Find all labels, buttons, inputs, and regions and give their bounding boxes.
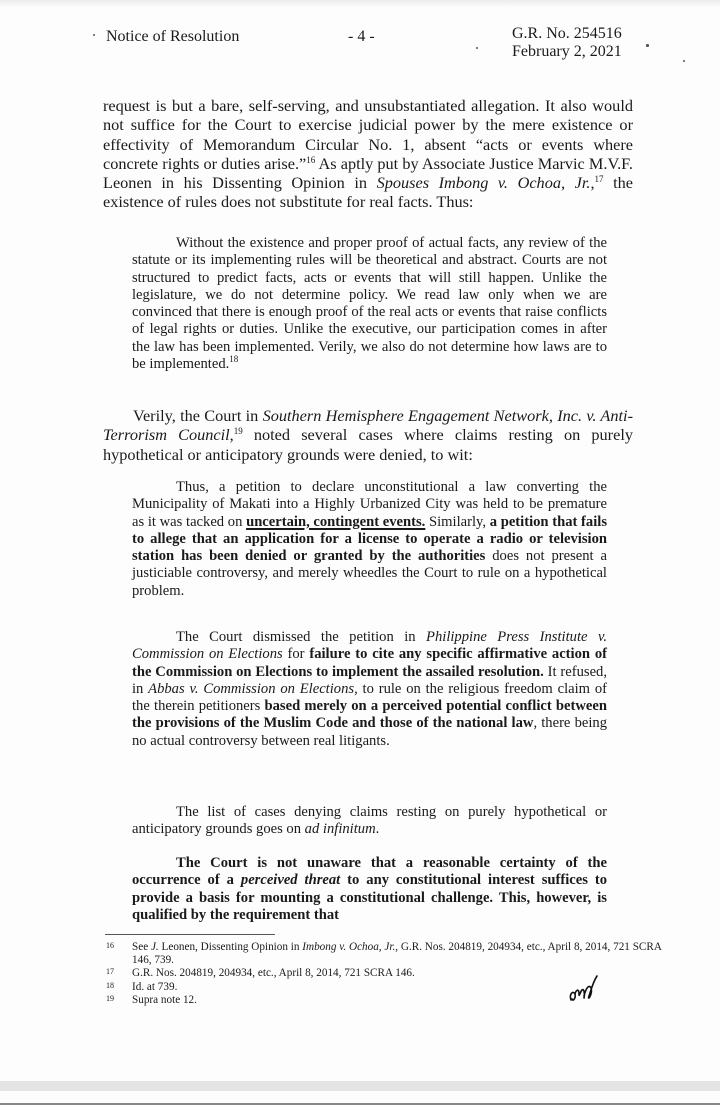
body-paragraph-2: Verily, the Court in Southern Hemisphere Engagement Network, Inc. v. Anti-Terrorism Council,$^{19}$ noted several cases where claims resting on purely hypothetical or anticipatory grounds were denied, to wit: <box>103 406 633 464</box>
scan-speck <box>683 60 685 62</box>
block-quote-5: The Court is not unaware that a reasonable certainty of the occurrence of a perceived threat to any constitutional interest suffices to provide a basis for mounting a constitutional challenge. This, however, is qualified by the requirement that <box>132 855 607 923</box>
scan-speck <box>646 44 649 47</box>
emphasis: based merely on a perceived potential conflict between the provisions of the Muslim Code and those of the national law <box>132 698 607 732</box>
emphasis-underlined: uncertain, contingent events. <box>246 513 426 530</box>
footnote-number: 16 <box>106 941 114 950</box>
block-quote-2: Thus, a petition to declare unconstitutional a law converting the Municipality of Makati into a Highly Urbanized City was held to be premature as it was tacked on uncertain, contingent events. Similarly, a petition that fails to allege that an application for a license to operate a radio or television station has been denied or granted by the authorities does not present a justiciable controversy, and merely wheedles the Court to rule on a hypothetical problem. <box>132 479 608 599</box>
scan-edge-shadow <box>0 0 720 8</box>
footnote-number: 19 <box>106 993 114 1003</box>
footnote-number: 17 <box>106 967 114 977</box>
scan-bottom-edge <box>0 1081 720 1091</box>
footnote-separator <box>105 934 275 935</box>
block-quote-1: Without the existence and proper proof of actual facts, any review of the statute or its implementing rules will be theoretical and abstract. Courts are not structured to predict facts, acts or events that will still happen. Unlike the legislature, we do not determine policy. We read law only when we are convinced that there is enough proof of the real acts or events that raise conflicts of legal rights or duties. Unlike the executive, our participation comes in after the law has been implemented. Verily, we also do not determine how laws are to be implemented.$^{18}$ <box>132 235 607 373</box>
case-citation: Abbas v. Commission on Elections <box>148 680 355 697</box>
block-quote-3: The Court dismissed the petition in Philippine Press Institute v. Commission on Elections for failure to cite any specific affirmative action of the Commission on Elections to implement the assailed resolution. It refused, in Abbas v. Commission on Elections, to rule on the religious freedom claim of the therein petitioners based merely on a perceived potential conflict between the provisions of the Muslim Code and those of the national law, there being no actual controversy between real litigants. <box>132 629 607 749</box>
footnote-16: 16 See J. Leonen, Dissenting Opinion in Imbong v. Ochoa, Jr., G.R. Nos. 204819, 204934, etc., April 8, 2014, 721 SCRA 146, 739. <box>106 941 662 967</box>
footnote-ref[interactable]: 18 <box>229 354 239 365</box>
case-citation: Philippine Press Institute v. Commission on Elections <box>132 629 607 663</box>
footnote-ref[interactable]: 17 <box>594 174 604 185</box>
emphasis: a petition that fails to allege that an application for a license to operate a radio or television station has been denied or granted by the authorities <box>132 513 608 565</box>
footnote-number: 18 <box>106 980 114 990</box>
handwritten-initials-icon <box>567 970 607 1006</box>
footnote-19: 19 Supra note 12. <box>106 993 197 1006</box>
emphasis-italic: perceived threat <box>240 872 341 889</box>
latin-phrase: ad infinitum <box>304 821 376 838</box>
scan-speck <box>476 47 478 49</box>
footnote-ref[interactable]: 19 <box>233 426 243 437</box>
emphasis: failure to cite any specific affirmative action of the Commission on Elections to implement the assailed resolution. <box>132 646 607 680</box>
resolution-date: February 2, 2021 <box>512 43 622 60</box>
block-quote-4: The list of cases denying claims resting on purely hypothetical or anticipatory grounds goes on ad infinitum. <box>132 804 607 838</box>
case-number: G.R. No. 254516 <box>512 25 622 42</box>
footnote-17: 17 G.R. Nos. 204819, 204934, etc., April 8, 2014, 721 SCRA 146. <box>106 967 415 980</box>
body-paragraph-1: request is but a bare, self-serving, and unsubstantiated allegation. It also would not suffice for the Court to exercise judicial power by the mere existence or effectivity of Memorandum Circular No. 1, absent “acts or events where concrete rights or duties arise.”$^{16}$ As aptly put by Associate Justice Marvic M.V.F. Leonen in his Dissenting Opinion in Spouses Imbong v. Ochoa, Jr.,$^{17}$ the existence of rules does not substitute for real facts. Thus: <box>103 96 633 212</box>
footnote-ref[interactable]: 16 <box>306 154 316 165</box>
scan-speck <box>93 34 95 36</box>
footnote-18: 18 Id. at 739. <box>106 980 178 993</box>
case-citation: Imbong v. Ochoa, Jr. <box>302 941 396 953</box>
case-citation: Spouses Imbong v. Ochoa, Jr. <box>376 173 591 193</box>
page-number: - 4 - <box>348 28 375 45</box>
case-reference <box>512 25 622 61</box>
document-type: Notice of Resolution <box>106 28 240 45</box>
case-citation: Southern Hemisphere Engagement Network, Inc. v. Anti-Terrorism Council <box>103 406 633 445</box>
